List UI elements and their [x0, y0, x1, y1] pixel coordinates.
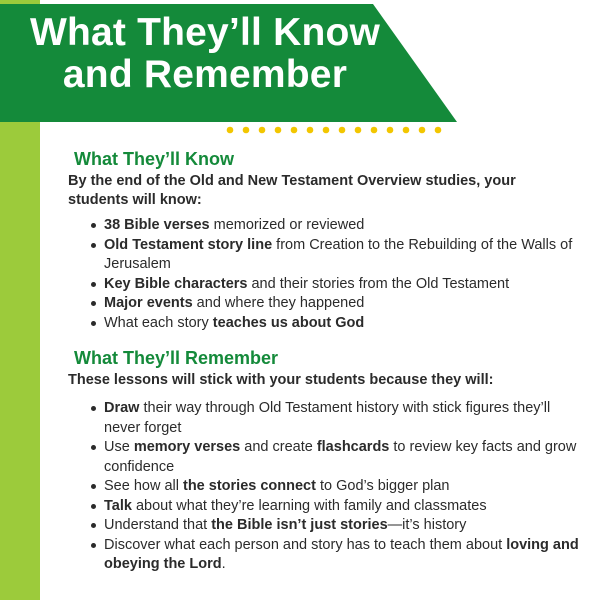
- remember-heading: What They’ll Remember: [74, 348, 279, 368]
- main-content: [60, 148, 580, 575]
- page-title: [0, 12, 410, 96]
- list-item: See how all the stories connect to God’s bigger plan: [104, 477, 580, 497]
- page-title-line-2: and Remember: [62, 53, 348, 96]
- remember-intro: These lessons will stick with your students because they will:: [68, 372, 494, 388]
- know-list: [60, 216, 580, 333]
- list-item: Talk about what they’re learning with family and classmates: [104, 497, 580, 517]
- list-item: Key Bible characters and their stories from the Old Testament: [104, 275, 580, 295]
- remember-section: [60, 347, 580, 575]
- remember-list: [60, 399, 580, 575]
- dotted-divider: [208, 124, 456, 136]
- list-item: Understand that the Bible isn’t just stories—it’s history: [104, 516, 580, 536]
- list-item: What each story teaches us about God: [104, 314, 580, 334]
- list-item: Discover what each person and story has to teach them about loving and obeying the Lord.: [104, 536, 580, 575]
- title-banner: [0, 0, 457, 128]
- list-item: Old Testament story line from Creation to the Rebuilding of the Walls of Jerusalem: [104, 236, 580, 275]
- list-item: Major events and where they happened: [104, 294, 580, 314]
- know-intro: By the end of the Old and New Testament Overview studies, your students will know:: [68, 173, 516, 208]
- list-item: Use memory verses and create flashcards to review key facts and grow confidence: [104, 438, 580, 477]
- know-heading: What They’ll Know: [74, 149, 234, 169]
- list-item: 38 Bible verses memorized or reviewed: [104, 216, 580, 236]
- list-item: Draw their way through Old Testament history with stick figures they’ll never forget: [104, 399, 580, 438]
- page-title-line-1: What They’ll Know: [29, 11, 381, 54]
- know-section: [60, 148, 580, 333]
